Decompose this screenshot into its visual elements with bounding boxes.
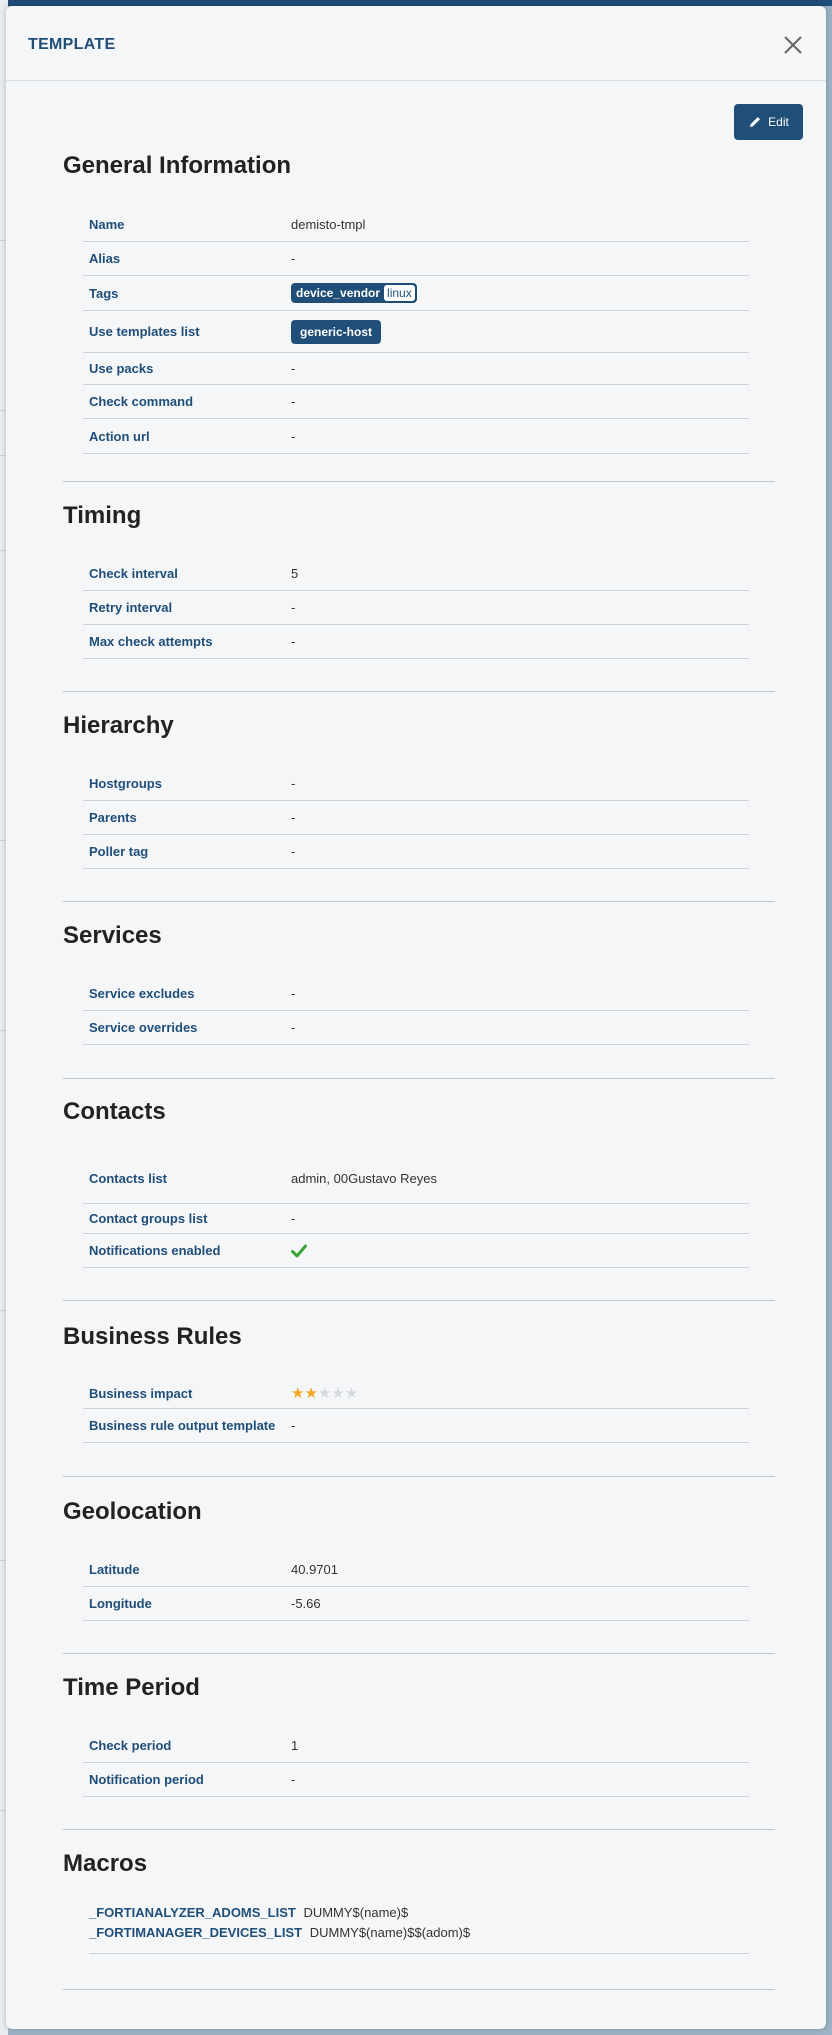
field-label: Retry interval xyxy=(89,600,173,615)
field-row-notification-period xyxy=(83,1763,749,1797)
field-label: Longitude xyxy=(89,1596,152,1611)
field-label: Service overrides xyxy=(89,1020,198,1035)
section-divider xyxy=(63,901,775,902)
section-title: Time Period xyxy=(63,1674,200,1701)
field-row-name xyxy=(83,207,749,242)
field-list xyxy=(83,1378,749,1443)
field-list xyxy=(83,1729,749,1797)
field-value: - xyxy=(291,251,296,266)
edit-button-label: Edit xyxy=(768,115,789,129)
section-title: Contacts xyxy=(63,1098,166,1125)
field-value: - xyxy=(291,1211,296,1226)
template-modal xyxy=(6,6,826,2029)
section-divider xyxy=(63,1653,775,1654)
section-divider xyxy=(63,1829,775,1830)
impact-rating xyxy=(291,1386,749,1401)
edit-button[interactable] xyxy=(734,104,803,140)
field-label: Notifications enabled xyxy=(89,1243,221,1258)
tag-chip[interactable] xyxy=(291,283,417,303)
macro-key: _FORTIMANAGER_DEVICES_LIST xyxy=(89,1925,303,1940)
star-filled-icon: ★ xyxy=(291,1384,305,1402)
field-value: - xyxy=(291,361,296,376)
field-row-check-period xyxy=(83,1729,749,1763)
section-business-rules xyxy=(63,1322,775,1443)
section-geolocation xyxy=(63,1497,775,1621)
section-divider xyxy=(63,481,775,482)
field-row-service-overrides xyxy=(83,1011,749,1045)
field-label: Use templates list xyxy=(89,324,200,339)
field-label: Hostgroups xyxy=(89,776,162,791)
section-divider xyxy=(63,1078,775,1079)
section-general-information xyxy=(63,151,775,454)
field-list xyxy=(83,977,749,1045)
macro-value: DUMMY$(name)$$(adom)$ xyxy=(309,1925,471,1940)
field-value: - xyxy=(291,600,296,615)
field-value: 5 xyxy=(291,566,299,581)
field-list xyxy=(83,1153,749,1268)
field-row-service-excludes xyxy=(83,977,749,1011)
macro-row xyxy=(89,1923,749,1943)
field-row-tags xyxy=(83,276,749,311)
field-value: - xyxy=(291,428,296,444)
section-title: Macros xyxy=(63,1850,148,1877)
field-list xyxy=(83,207,749,454)
field-label: Business impact xyxy=(89,1385,193,1401)
pencil-icon xyxy=(748,115,762,129)
check-icon xyxy=(291,1244,307,1258)
field-list xyxy=(83,1553,749,1621)
star-empty-icon: ★ xyxy=(331,1384,345,1402)
macro-list xyxy=(89,1903,749,1954)
macro-value: DUMMY$(name)$ xyxy=(303,1905,409,1920)
field-row-longitude xyxy=(83,1587,749,1621)
field-label: Check period xyxy=(89,1738,172,1753)
field-value: - xyxy=(291,1418,296,1433)
field-label: Contact groups list xyxy=(89,1211,208,1226)
section-title: Services xyxy=(63,922,162,949)
field-row-notifications-enabled xyxy=(83,1234,749,1268)
field-label: Alias xyxy=(89,251,121,266)
section-divider xyxy=(63,1300,775,1301)
field-label: Contacts list xyxy=(89,1170,168,1186)
close-icon xyxy=(782,34,804,56)
field-value: - xyxy=(291,1772,296,1787)
field-value: demisto-tmpl xyxy=(291,216,366,232)
field-row-retry-interval xyxy=(83,591,749,625)
star-filled-icon: ★ xyxy=(304,1384,318,1402)
field-label: Parents xyxy=(89,810,137,825)
field-label: Latitude xyxy=(89,1562,140,1577)
field-row-contacts-list xyxy=(83,1153,749,1204)
field-row-max-check-attempts xyxy=(83,625,749,659)
section-services xyxy=(63,921,775,1045)
section-contacts xyxy=(63,1097,775,1268)
section-timing xyxy=(63,501,775,659)
tag-value: linux xyxy=(384,285,415,301)
field-label: Name xyxy=(89,216,125,232)
section-title: Timing xyxy=(63,502,142,529)
field-row-use-packs xyxy=(83,353,749,385)
field-value xyxy=(291,1244,749,1258)
field-row-contact-groups xyxy=(83,1204,749,1234)
star-empty-icon: ★ xyxy=(317,1384,332,1402)
field-list xyxy=(83,767,749,869)
section-title: Business Rules xyxy=(63,1323,242,1350)
section-hierarchy xyxy=(63,711,775,869)
field-label: Service excludes xyxy=(89,986,195,1001)
macro-row xyxy=(89,1903,749,1923)
field-label: Action url xyxy=(89,428,150,444)
field-label: Notification period xyxy=(89,1772,204,1787)
section-divider xyxy=(63,691,775,692)
field-value: - xyxy=(291,634,296,649)
template-badge[interactable]: generic-host xyxy=(291,320,381,344)
field-row-hostgroups xyxy=(83,767,749,801)
field-value xyxy=(291,320,749,344)
section-macros xyxy=(63,1849,775,1954)
star-empty-icon: ★ xyxy=(344,1384,359,1402)
field-label: Tags xyxy=(89,285,119,301)
field-row-use-templates xyxy=(83,311,749,353)
field-label: Use packs xyxy=(89,361,154,376)
field-value: - xyxy=(291,394,296,409)
macro-key: _FORTIANALYZER_ADOMS_LIST xyxy=(89,1905,296,1920)
field-label: Max check attempts xyxy=(89,634,213,649)
field-row-business-impact xyxy=(83,1378,749,1409)
close-button[interactable] xyxy=(782,34,804,56)
field-row-alias xyxy=(83,242,749,276)
tag-key: device_vendor xyxy=(296,286,381,300)
field-row-parents xyxy=(83,801,749,835)
section-title: Geolocation xyxy=(63,1498,202,1525)
field-label: Check command xyxy=(89,394,194,409)
field-value: - xyxy=(291,776,296,791)
field-label: Check interval xyxy=(89,566,178,581)
field-row-check-interval xyxy=(83,557,749,591)
field-row-check-command xyxy=(83,385,749,419)
section-time-period xyxy=(63,1673,775,1797)
section-divider xyxy=(63,1989,775,1990)
field-label: Poller tag xyxy=(89,844,149,859)
field-value xyxy=(291,283,749,303)
modal-header xyxy=(6,6,826,81)
field-value: - xyxy=(291,810,296,825)
section-title: General Information xyxy=(63,152,292,179)
field-value: admin, 00Gustavo Reyes xyxy=(291,1170,437,1186)
field-row-action-url xyxy=(83,419,749,454)
field-label: Business rule output template xyxy=(89,1418,276,1433)
field-value: -5.66 xyxy=(291,1596,321,1611)
field-value: 1 xyxy=(291,1738,299,1753)
field-list xyxy=(83,557,749,659)
field-value: - xyxy=(291,1020,296,1035)
field-value: - xyxy=(291,844,296,859)
section-title: Hierarchy xyxy=(63,712,174,739)
field-row-latitude xyxy=(83,1553,749,1587)
section-divider xyxy=(63,1476,775,1477)
field-row-poller-tag xyxy=(83,835,749,869)
field-row-business-output-template xyxy=(83,1409,749,1443)
field-value: - xyxy=(291,986,296,1001)
modal-title: TEMPLATE xyxy=(28,36,116,53)
field-value: 40.9701 xyxy=(291,1562,338,1577)
